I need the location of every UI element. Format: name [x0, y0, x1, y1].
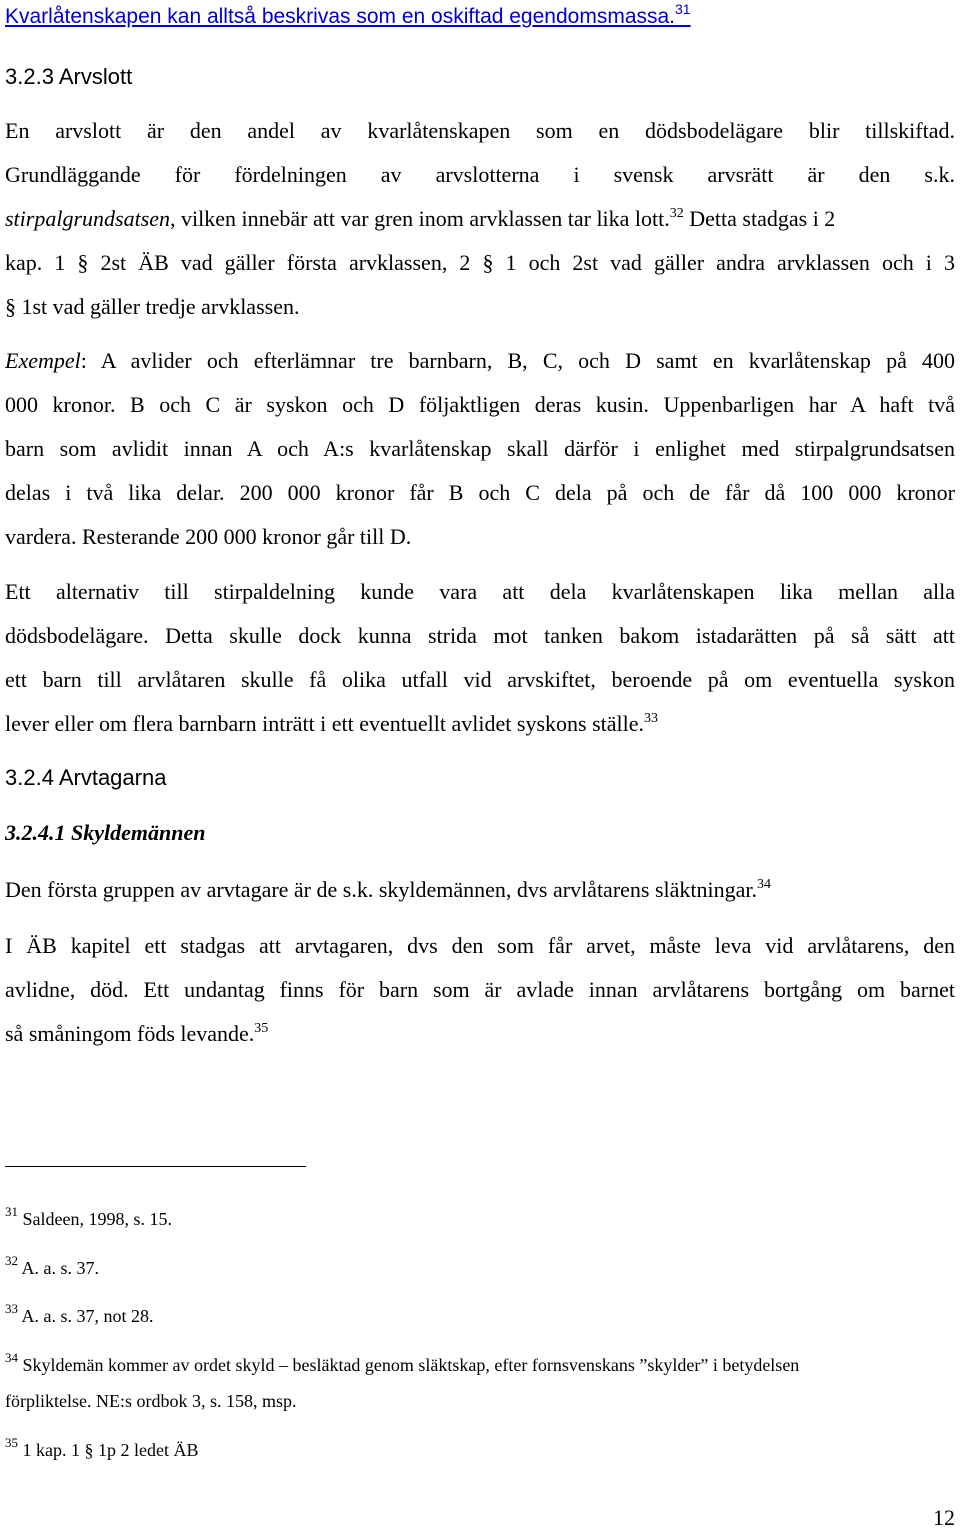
p1-line-3: stirpalgrundsatsen, vilken innebär att var gren inom arvklassen tar lika lott.$^{32}$ Detta stadgas i 2: [5, 206, 836, 231]
footnote-35: $^{35}$ 1 kap. 1 § 1p 2 ledet ÄB: [5, 1435, 199, 1460]
p2-line-5: vardera. Resterande 200 000 kronor går till D.: [5, 524, 412, 549]
p4-line-1: Den första gruppen av arvtagare är de s.k. skyldemännen, dvs arvlåtarens släktningar.$^{34}$: [5, 877, 772, 902]
top-link-line[interactable]: [5, 1, 955, 30]
p1-line-4: kap. 1 § 2st ÄB vad gäller första arvklassen, 2 § 1 och 2st vad gäller andra arvklassen och i 3: [5, 250, 955, 275]
footnote-separator: [5, 1166, 306, 1167]
heading-3-2-4: 3.2.4 Arvtagarna: [5, 765, 167, 790]
p1-line-5: § 1st vad gäller tredje arvklassen.: [5, 294, 300, 319]
p2-line-4: delas i två lika delar. 200 000 kronor får B och C dela på och de får då 100 000 kronor: [5, 480, 955, 505]
page-number: 12: [933, 1505, 955, 1530]
footnote-34: $^{34}$ Skyldemän kommer av ordet skyld – besläktad genom släktskap, efter fornsvenskans ”skylder” i betydelsen: [5, 1350, 800, 1375]
p2-line-3: barn som avlidit innan A och A:s kvarlåtenskap skall därför i enlighet med stirpalgrundsatsen: [5, 436, 955, 461]
p2-line-2: 000 kronor. B och C är syskon och D följaktligen deras kusin. Uppenbarligen har A haft två: [5, 392, 955, 417]
heading-3-2-3: 3.2.3 Arvslott: [5, 64, 133, 89]
p5-line-1: I ÄB kapitel ett stadgas att arvtagaren, dvs den som får arvet, måste leva vid arvlåtarens, den: [5, 933, 955, 958]
p1-line-2: Grundläggande för fördelningen av arvslotterna i svensk arvsrätt är den s.k.: [5, 162, 955, 187]
footnote-ref-31: 31: [675, 1, 691, 17]
p5-line-3: så småningom föds levande.$^{35}$: [5, 1021, 269, 1046]
footnote-ref-32: 32: [669, 206, 684, 221]
p2-line-1: Exempel: A avlider och efterlämnar tre barnbarn, B, C, och D samt en kvarlåtenskap på 400: [5, 348, 955, 373]
footnote-32: $^{32}$ A. a. s. 37.: [5, 1253, 100, 1278]
top-link[interactable]: Kvarlåtenskapen kan alltså beskrivas som en oskiftad egendomsmassa.$^{31}$: [5, 1, 691, 28]
footnote-ref-35: 35: [254, 1021, 269, 1036]
p3-line-3: ett barn till arvlåtaren skulle få olika utfall vid arvskiftet, beroende på om eventuella syskon: [5, 667, 955, 692]
p3-line-4: lever eller om flera barnbarn inträtt i ett eventuellt avlidet syskons ställe.$^{33}$: [5, 711, 658, 736]
footnote-31: $^{31}$ Saldeen, 1998, s. 15.: [5, 1204, 172, 1229]
p5-line-2: avlidne, död. Ett undantag finns för barn som är avlade innan arvlåtarens bortgång om barnet: [5, 977, 955, 1002]
footnote-ref-34: 34: [757, 877, 772, 892]
footnote-ref-33: 33: [644, 711, 658, 726]
heading-3-2-4-1: 3.2.4.1 Skyldemännen: [5, 820, 206, 845]
p3-line-1: Ett alternativ till stirpaldelning kunde vara att dela kvarlåtenskapen lika mellan alla: [5, 579, 955, 604]
p1-line-1: En arvslott är den andel av kvarlåtenskapen som en dödsbodelägare blir tillskiftad.: [5, 118, 955, 143]
p3-line-2: dödsbodelägare. Detta skulle dock kunna strida mot tanken bakom istadarätten på så sätt att: [5, 623, 955, 648]
footnote-34-cont: förpliktelse. NE:s ordbok 3, s. 158, msp.: [5, 1391, 297, 1411]
footnote-33: $^{33}$ A. a. s. 37, not 28.: [5, 1301, 154, 1326]
term-stirpalgrundsatsen: stirpalgrundsatsen: [5, 206, 171, 231]
term-exempel: Exempel: [5, 348, 81, 373]
